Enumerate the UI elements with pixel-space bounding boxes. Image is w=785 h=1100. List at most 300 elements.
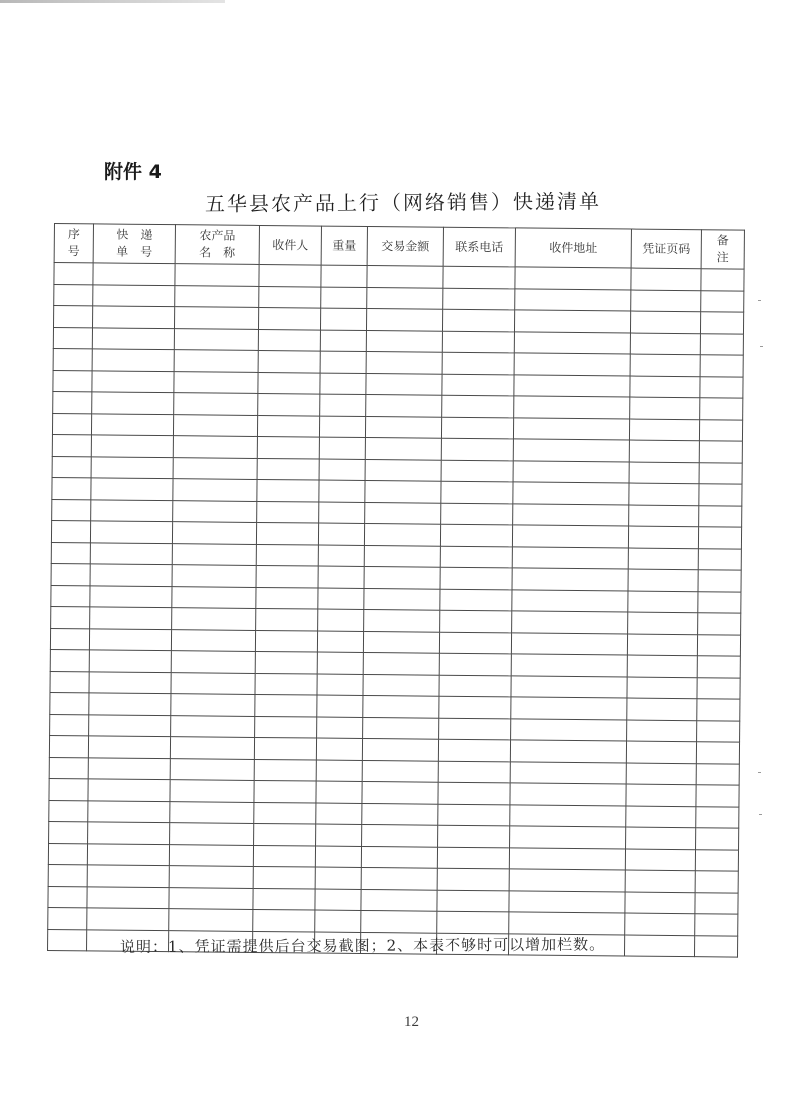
table-cell-serial[interactable]: [52, 477, 91, 499]
table-cell-product[interactable]: [171, 715, 255, 737]
table-cell-product[interactable]: [170, 737, 254, 759]
table-cell-recipient[interactable]: [258, 329, 320, 351]
table-cell-phone[interactable]: [443, 266, 515, 288]
table-cell-serial[interactable]: [49, 821, 88, 843]
table-cell-weight[interactable]: [318, 609, 364, 631]
table-cell-recipient[interactable]: [258, 393, 320, 415]
table-cell-amount[interactable]: [361, 846, 437, 868]
table-cell-tracking[interactable]: [92, 370, 174, 392]
table-cell-serial[interactable]: [51, 585, 90, 607]
table-cell-weight[interactable]: [321, 287, 367, 309]
table-cell-address[interactable]: [514, 353, 630, 376]
table-cell-phone[interactable]: [437, 911, 509, 933]
table-cell-product[interactable]: [171, 651, 255, 673]
table-cell-tracking[interactable]: [87, 886, 169, 908]
table-cell-phone[interactable]: [438, 804, 510, 826]
table-cell-serial[interactable]: [54, 263, 93, 285]
table-cell-remarks[interactable]: [695, 892, 738, 914]
table-cell-serial[interactable]: [53, 327, 92, 349]
table-cell-product[interactable]: [172, 522, 256, 544]
table-cell-product[interactable]: [173, 479, 257, 501]
table-cell-phone[interactable]: [437, 868, 509, 890]
table-cell-tracking[interactable]: [91, 499, 173, 521]
table-cell-tracking[interactable]: [88, 800, 170, 822]
table-cell-recipient[interactable]: [257, 436, 319, 458]
table-cell-amount[interactable]: [367, 287, 443, 309]
table-cell-recipient[interactable]: [256, 565, 318, 587]
table-cell-address[interactable]: [512, 568, 628, 591]
table-cell-phone[interactable]: [442, 374, 514, 396]
table-cell-phone[interactable]: [439, 675, 511, 697]
table-cell-remarks[interactable]: [696, 742, 739, 764]
table-cell-tracking[interactable]: [91, 435, 173, 457]
table-cell-weight[interactable]: [319, 437, 365, 459]
table-cell-amount[interactable]: [361, 867, 437, 889]
table-cell-tracking[interactable]: [88, 736, 170, 758]
table-cell-address[interactable]: [511, 697, 627, 720]
table-cell-serial[interactable]: [48, 907, 87, 929]
table-cell-amount[interactable]: [366, 373, 442, 395]
table-cell-amount[interactable]: [366, 309, 442, 331]
table-cell-voucher-page[interactable]: [627, 698, 697, 720]
table-cell-product[interactable]: [173, 436, 257, 458]
table-cell-weight[interactable]: [320, 373, 366, 395]
table-cell-weight[interactable]: [319, 416, 365, 438]
table-cell-tracking[interactable]: [88, 779, 170, 801]
table-cell-remarks[interactable]: [695, 849, 738, 871]
table-cell-recipient[interactable]: [254, 802, 316, 824]
table-cell-remarks[interactable]: [696, 763, 739, 785]
table-cell-remarks[interactable]: [694, 935, 737, 957]
table-cell-recipient[interactable]: [254, 823, 316, 845]
table-cell-weight[interactable]: [320, 351, 366, 373]
table-cell-product[interactable]: [171, 629, 255, 651]
table-cell-phone[interactable]: [440, 567, 512, 589]
table-cell-recipient[interactable]: [255, 673, 317, 695]
table-cell-remarks[interactable]: [699, 484, 742, 506]
table-cell-address[interactable]: [511, 718, 627, 741]
table-cell-tracking[interactable]: [92, 392, 174, 414]
table-cell-remarks[interactable]: [701, 269, 744, 291]
table-cell-voucher-page[interactable]: [629, 440, 699, 462]
table-cell-address[interactable]: [513, 503, 629, 526]
table-cell-serial[interactable]: [52, 413, 91, 435]
table-cell-phone[interactable]: [441, 503, 513, 525]
table-cell-weight[interactable]: [321, 265, 367, 287]
table-cell-amount[interactable]: [365, 416, 441, 438]
table-cell-serial[interactable]: [49, 800, 88, 822]
table-cell-address[interactable]: [513, 460, 629, 483]
table-cell-serial[interactable]: [51, 542, 90, 564]
table-cell-amount[interactable]: [363, 652, 439, 674]
table-cell-voucher-page[interactable]: [630, 333, 700, 355]
table-cell-recipient[interactable]: [259, 286, 321, 308]
table-cell-remarks[interactable]: [696, 828, 739, 850]
table-cell-voucher-page[interactable]: [631, 290, 701, 312]
table-cell-tracking[interactable]: [90, 607, 172, 629]
table-cell-weight[interactable]: [315, 910, 361, 932]
table-cell-address[interactable]: [511, 654, 627, 677]
table-cell-phone[interactable]: [441, 481, 513, 503]
table-cell-voucher-page[interactable]: [627, 634, 697, 656]
table-cell-serial[interactable]: [51, 520, 90, 542]
table-cell-voucher-page[interactable]: [630, 354, 700, 376]
table-cell-weight[interactable]: [320, 394, 366, 416]
table-cell-amount[interactable]: [361, 910, 437, 932]
table-cell-tracking[interactable]: [92, 327, 174, 349]
table-cell-serial[interactable]: [52, 456, 91, 478]
table-cell-remarks[interactable]: [695, 914, 738, 936]
table-cell-product[interactable]: [169, 866, 253, 888]
table-cell-address[interactable]: [512, 611, 628, 634]
table-cell-weight[interactable]: [318, 545, 364, 567]
table-cell-weight[interactable]: [320, 330, 366, 352]
table-cell-serial[interactable]: [48, 864, 87, 886]
table-cell-recipient[interactable]: [257, 501, 319, 523]
table-cell-serial[interactable]: [51, 563, 90, 585]
table-cell-phone[interactable]: [442, 309, 514, 331]
table-cell-amount[interactable]: [363, 717, 439, 739]
table-cell-serial[interactable]: [49, 735, 88, 757]
table-cell-serial[interactable]: [49, 778, 88, 800]
table-cell-weight[interactable]: [317, 631, 363, 653]
table-cell-voucher-page[interactable]: [626, 741, 696, 763]
table-cell-tracking[interactable]: [90, 585, 172, 607]
table-cell-tracking[interactable]: [92, 349, 174, 371]
table-cell-address[interactable]: [511, 675, 627, 698]
table-cell-product[interactable]: [172, 586, 256, 608]
table-cell-phone[interactable]: [441, 417, 513, 439]
table-cell-amount[interactable]: [362, 760, 438, 782]
table-cell-product[interactable]: [174, 307, 258, 329]
table-cell-tracking[interactable]: [89, 671, 171, 693]
table-cell-product[interactable]: [169, 909, 253, 931]
table-cell-voucher-page[interactable]: [630, 376, 700, 398]
table-cell-weight[interactable]: [315, 867, 361, 889]
table-cell-remarks[interactable]: [700, 312, 743, 334]
table-cell-serial[interactable]: [53, 391, 92, 413]
table-cell-voucher-page[interactable]: [626, 763, 696, 785]
table-cell-phone[interactable]: [442, 352, 514, 374]
table-cell-amount[interactable]: [362, 781, 438, 803]
table-cell-amount[interactable]: [365, 459, 441, 481]
table-cell-remarks[interactable]: [700, 376, 743, 398]
table-cell-recipient[interactable]: [258, 307, 320, 329]
table-cell-product[interactable]: [170, 758, 254, 780]
table-cell-address[interactable]: [512, 525, 628, 548]
table-cell-product[interactable]: [174, 371, 258, 393]
table-cell-phone[interactable]: [440, 524, 512, 546]
table-cell-amount[interactable]: [366, 395, 442, 417]
table-cell-voucher-page[interactable]: [626, 784, 696, 806]
table-cell-recipient[interactable]: [256, 587, 318, 609]
table-cell-voucher-page[interactable]: [625, 870, 695, 892]
table-cell-phone[interactable]: [442, 395, 514, 417]
table-cell-recipient[interactable]: [253, 888, 315, 910]
table-cell-voucher-page[interactable]: [628, 591, 698, 613]
table-cell-tracking[interactable]: [87, 865, 169, 887]
table-cell-address[interactable]: [514, 396, 630, 419]
table-cell-amount[interactable]: [364, 588, 440, 610]
table-cell-product[interactable]: [174, 393, 258, 415]
table-cell-tracking[interactable]: [88, 757, 170, 779]
table-cell-serial[interactable]: [48, 886, 87, 908]
table-cell-recipient[interactable]: [258, 372, 320, 394]
table-cell-voucher-page[interactable]: [630, 397, 700, 419]
table-cell-tracking[interactable]: [91, 413, 173, 435]
table-cell-phone[interactable]: [439, 653, 511, 675]
table-cell-amount[interactable]: [362, 824, 438, 846]
table-cell-remarks[interactable]: [697, 677, 740, 699]
table-cell-recipient[interactable]: [254, 737, 316, 759]
table-cell-amount[interactable]: [367, 266, 443, 288]
table-cell-voucher-page[interactable]: [629, 505, 699, 527]
table-cell-product[interactable]: [171, 694, 255, 716]
table-cell-product[interactable]: [174, 328, 258, 350]
table-cell-address[interactable]: [510, 740, 626, 763]
table-cell-phone[interactable]: [437, 890, 509, 912]
table-cell-voucher-page[interactable]: [626, 806, 696, 828]
table-cell-remarks[interactable]: [697, 634, 740, 656]
table-cell-voucher-page[interactable]: [628, 548, 698, 570]
table-cell-voucher-page[interactable]: [624, 935, 694, 957]
table-cell-serial[interactable]: [52, 499, 91, 521]
table-cell-recipient[interactable]: [253, 845, 315, 867]
table-cell-recipient[interactable]: [255, 716, 317, 738]
table-cell-phone[interactable]: [438, 761, 510, 783]
table-cell-serial[interactable]: [50, 649, 89, 671]
table-cell-weight[interactable]: [319, 502, 365, 524]
table-cell-remarks[interactable]: [698, 527, 741, 549]
table-cell-recipient[interactable]: [253, 909, 315, 931]
table-cell-weight[interactable]: [315, 846, 361, 868]
table-cell-address[interactable]: [513, 439, 629, 462]
table-cell-address[interactable]: [510, 761, 626, 784]
table-cell-remarks[interactable]: [698, 548, 741, 570]
table-cell-tracking[interactable]: [88, 822, 170, 844]
table-cell-address[interactable]: [514, 374, 630, 397]
table-cell-address[interactable]: [512, 589, 628, 612]
table-cell-serial[interactable]: [54, 306, 93, 328]
table-cell-tracking[interactable]: [90, 521, 172, 543]
table-cell-remarks[interactable]: [701, 290, 744, 312]
table-cell-address[interactable]: [512, 546, 628, 569]
table-cell-address[interactable]: [511, 632, 627, 655]
table-cell-serial[interactable]: [54, 284, 93, 306]
table-cell-address[interactable]: [515, 288, 631, 311]
table-cell-product[interactable]: [169, 844, 253, 866]
table-cell-voucher-page[interactable]: [628, 612, 698, 634]
table-cell-product[interactable]: [171, 672, 255, 694]
table-cell-address[interactable]: [509, 890, 625, 913]
table-cell-serial[interactable]: [49, 757, 88, 779]
table-cell-recipient[interactable]: [255, 630, 317, 652]
table-cell-remarks[interactable]: [697, 656, 740, 678]
table-cell-phone[interactable]: [443, 288, 515, 310]
table-cell-product[interactable]: [170, 780, 254, 802]
table-cell-phone[interactable]: [438, 782, 510, 804]
table-cell-weight[interactable]: [316, 824, 362, 846]
table-cell-phone[interactable]: [437, 847, 509, 869]
table-cell-voucher-page[interactable]: [628, 526, 698, 548]
table-cell-voucher-page[interactable]: [625, 913, 695, 935]
table-cell-serial[interactable]: [52, 434, 91, 456]
table-cell-remarks[interactable]: [698, 591, 741, 613]
table-cell-product[interactable]: [170, 801, 254, 823]
table-cell-address[interactable]: [514, 331, 630, 354]
table-cell-product[interactable]: [169, 887, 253, 909]
table-cell-remarks[interactable]: [699, 505, 742, 527]
table-cell-phone[interactable]: [438, 825, 510, 847]
table-cell-recipient[interactable]: [255, 651, 317, 673]
table-cell-tracking[interactable]: [92, 306, 174, 328]
table-cell-phone[interactable]: [442, 331, 514, 353]
table-cell-amount[interactable]: [366, 330, 442, 352]
table-cell-remarks[interactable]: [697, 699, 740, 721]
table-cell-product[interactable]: [174, 350, 258, 372]
table-cell-weight[interactable]: [319, 459, 365, 481]
table-cell-address[interactable]: [514, 310, 630, 333]
table-cell-weight[interactable]: [320, 308, 366, 330]
table-cell-serial[interactable]: [50, 692, 89, 714]
table-cell-address[interactable]: [509, 847, 625, 870]
table-cell-voucher-page[interactable]: [625, 849, 695, 871]
table-cell-voucher-page[interactable]: [627, 655, 697, 677]
table-cell-weight[interactable]: [317, 652, 363, 674]
table-cell-phone[interactable]: [441, 460, 513, 482]
table-cell-address[interactable]: [510, 783, 626, 806]
table-cell-product[interactable]: [175, 264, 259, 286]
table-cell-product[interactable]: [172, 543, 256, 565]
table-cell-address[interactable]: [509, 912, 625, 935]
table-cell-amount[interactable]: [364, 609, 440, 631]
table-cell-amount[interactable]: [363, 695, 439, 717]
table-cell-amount[interactable]: [362, 803, 438, 825]
table-cell-weight[interactable]: [319, 480, 365, 502]
table-cell-recipient[interactable]: [254, 780, 316, 802]
table-cell-weight[interactable]: [318, 588, 364, 610]
table-cell-tracking[interactable]: [89, 714, 171, 736]
table-cell-serial[interactable]: [53, 370, 92, 392]
table-cell-recipient[interactable]: [256, 544, 318, 566]
table-cell-remarks[interactable]: [695, 871, 738, 893]
table-cell-remarks[interactable]: [700, 355, 743, 377]
table-cell-product[interactable]: [173, 500, 257, 522]
table-cell-remarks[interactable]: [700, 398, 743, 420]
table-cell-recipient[interactable]: [257, 415, 319, 437]
table-cell-recipient[interactable]: [257, 479, 319, 501]
table-cell-tracking[interactable]: [89, 693, 171, 715]
table-cell-voucher-page[interactable]: [627, 720, 697, 742]
table-cell-remarks[interactable]: [698, 570, 741, 592]
table-cell-tracking[interactable]: [89, 650, 171, 672]
table-cell-serial[interactable]: [50, 714, 89, 736]
table-cell-serial[interactable]: [51, 606, 90, 628]
table-cell-remarks[interactable]: [699, 419, 742, 441]
table-cell-address[interactable]: [515, 267, 631, 290]
table-cell-serial[interactable]: [50, 628, 89, 650]
table-cell-recipient[interactable]: [256, 522, 318, 544]
table-cell-tracking[interactable]: [91, 478, 173, 500]
table-cell-address[interactable]: [510, 826, 626, 849]
table-cell-weight[interactable]: [315, 889, 361, 911]
table-cell-amount[interactable]: [366, 352, 442, 374]
table-cell-amount[interactable]: [362, 738, 438, 760]
table-cell-weight[interactable]: [317, 717, 363, 739]
table-cell-amount[interactable]: [361, 889, 437, 911]
table-cell-tracking[interactable]: [90, 564, 172, 586]
table-cell-product[interactable]: [173, 414, 257, 436]
table-cell-weight[interactable]: [316, 738, 362, 760]
table-cell-address[interactable]: [513, 417, 629, 440]
table-cell-remarks[interactable]: [698, 613, 741, 635]
table-cell-recipient[interactable]: [257, 458, 319, 480]
table-cell-remarks[interactable]: [696, 785, 739, 807]
table-cell-phone[interactable]: [440, 589, 512, 611]
table-cell-amount[interactable]: [363, 674, 439, 696]
table-cell-serial[interactable]: [50, 671, 89, 693]
table-cell-phone[interactable]: [440, 610, 512, 632]
table-cell-remarks[interactable]: [699, 462, 742, 484]
table-cell-recipient[interactable]: [256, 608, 318, 630]
table-cell-tracking[interactable]: [89, 628, 171, 650]
table-cell-address[interactable]: [510, 804, 626, 827]
table-cell-amount[interactable]: [365, 480, 441, 502]
table-cell-phone[interactable]: [440, 546, 512, 568]
table-cell-product[interactable]: [173, 457, 257, 479]
table-cell-phone[interactable]: [441, 438, 513, 460]
table-cell-amount[interactable]: [364, 566, 440, 588]
table-cell-address[interactable]: [513, 482, 629, 505]
table-cell-weight[interactable]: [316, 760, 362, 782]
table-cell-remarks[interactable]: [699, 441, 742, 463]
table-cell-serial[interactable]: [48, 929, 87, 951]
table-cell-amount[interactable]: [364, 523, 440, 545]
table-cell-remarks[interactable]: [696, 806, 739, 828]
table-cell-tracking[interactable]: [91, 456, 173, 478]
table-cell-recipient[interactable]: [259, 264, 321, 286]
table-cell-product[interactable]: [172, 565, 256, 587]
table-cell-weight[interactable]: [318, 566, 364, 588]
table-cell-tracking[interactable]: [93, 284, 175, 306]
table-cell-serial[interactable]: [48, 843, 87, 865]
table-cell-amount[interactable]: [364, 545, 440, 567]
table-cell-voucher-page[interactable]: [629, 419, 699, 441]
table-cell-recipient[interactable]: [254, 759, 316, 781]
table-cell-product[interactable]: [170, 823, 254, 845]
table-cell-tracking[interactable]: [90, 542, 172, 564]
table-cell-weight[interactable]: [316, 781, 362, 803]
table-cell-recipient[interactable]: [253, 866, 315, 888]
table-cell-phone[interactable]: [439, 718, 511, 740]
table-cell-serial[interactable]: [53, 348, 92, 370]
table-cell-recipient[interactable]: [255, 694, 317, 716]
table-cell-phone[interactable]: [438, 739, 510, 761]
table-cell-voucher-page[interactable]: [630, 311, 700, 333]
table-cell-weight[interactable]: [317, 695, 363, 717]
table-cell-address[interactable]: [509, 869, 625, 892]
table-cell-weight[interactable]: [317, 674, 363, 696]
table-cell-voucher-page[interactable]: [629, 483, 699, 505]
table-cell-phone[interactable]: [439, 696, 511, 718]
table-cell-tracking[interactable]: [87, 843, 169, 865]
table-cell-voucher-page[interactable]: [628, 569, 698, 591]
table-cell-voucher-page[interactable]: [629, 462, 699, 484]
table-cell-weight[interactable]: [316, 803, 362, 825]
table-cell-recipient[interactable]: [258, 350, 320, 372]
table-cell-phone[interactable]: [439, 632, 511, 654]
table-cell-tracking[interactable]: [93, 263, 175, 285]
